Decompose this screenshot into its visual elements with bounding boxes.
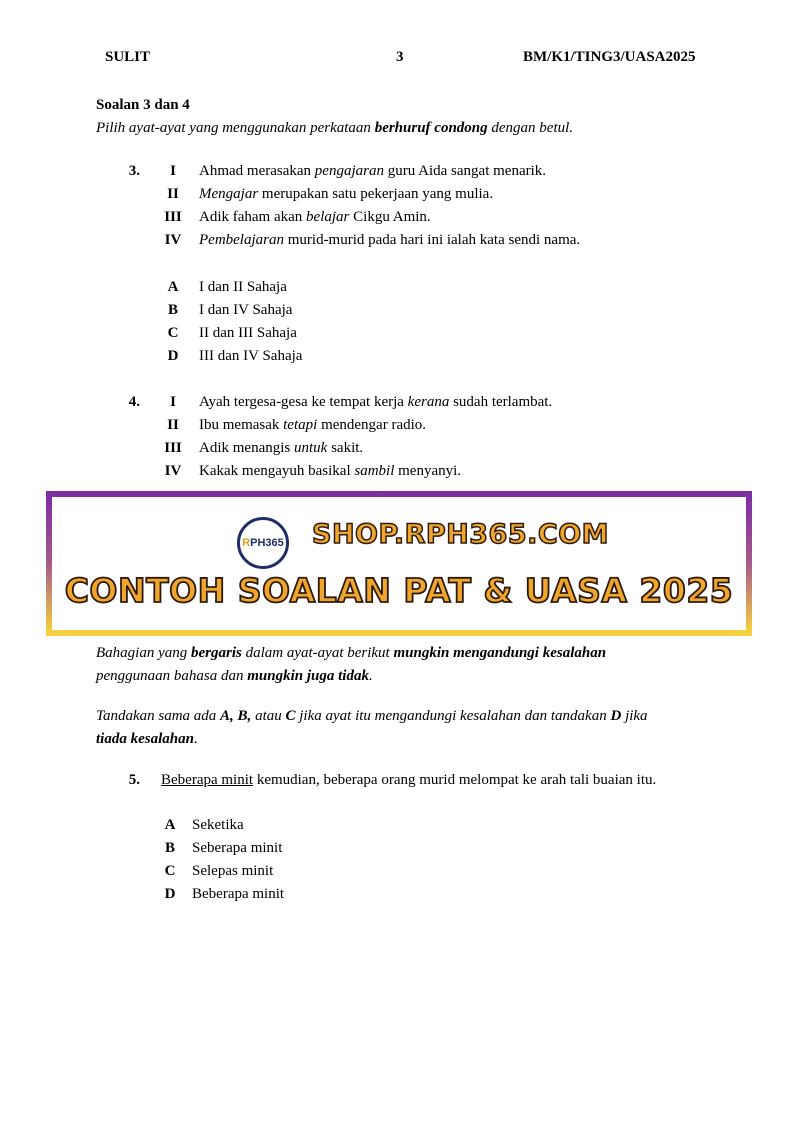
statement: Ibu memasak tetapi mendengar radio. [199, 417, 427, 433]
header-sulit: SULIT [105, 49, 151, 65]
option-text[interactable]: Selepas minit [192, 863, 274, 879]
roman-numeral: II [167, 417, 179, 433]
roman-numeral: II [167, 186, 179, 202]
option-letter: D [167, 348, 179, 364]
statement: Pembelajaran murid-murid pada hari ini ialah kata sendi nama. [199, 232, 581, 248]
option-letter: B [164, 840, 175, 856]
option-letter: C [167, 325, 179, 341]
option-letter: D [164, 886, 176, 902]
instruction-paragraph-line: penggunaan bahasa dan mungkin juga tidak. [96, 668, 373, 684]
section-instruction: Pilih ayat-ayat yang menggunakan perkataan berhuruf condong dengan betul. [96, 120, 574, 136]
statement: Ayah tergesa-gesa ke tempat kerja kerana sudah terlambat. [199, 394, 553, 410]
option-text[interactable]: I dan II Sahaja [199, 279, 287, 295]
statement: Kakak mengayuh basikal sambil menyanyi. [199, 463, 462, 479]
promo-banner [46, 491, 752, 636]
instruction-paragraph-line: Tandakan sama ada A, B, atau C jika ayat itu mengandungi kesalahan dan tandakan D jika [96, 708, 648, 724]
option-letter: B [167, 302, 178, 318]
option-text[interactable]: II dan III Sahaja [199, 325, 297, 341]
roman-numeral: IV [164, 463, 182, 479]
section-title: Soalan 3 dan 4 [96, 97, 190, 113]
banner-shop-url[interactable]: SHOP.RPH365.COM [312, 519, 610, 550]
option-text[interactable]: I dan IV Sahaja [199, 302, 293, 318]
question-sentence: Beberapa minit kemudian, beberapa orang murid melompat ke arah tali buaian itu. [161, 772, 657, 788]
option-letter: A [167, 279, 179, 295]
option-text[interactable]: Beberapa minit [192, 886, 285, 902]
banner-title: CONTOH SOALAN PAT & UASA 2025 [64, 571, 734, 610]
instruction-paragraph-line: Bahagian yang bergaris dalam ayat-ayat berikut mungkin mengandungi kesalahan [96, 645, 607, 661]
roman-numeral: I [170, 394, 176, 410]
question-number: 5. [128, 772, 140, 788]
option-letter: A [164, 817, 176, 833]
roman-numeral: I [170, 163, 176, 179]
instruction-paragraph-line: tiada kesalahan. [96, 731, 198, 747]
page-number: 3 [396, 49, 404, 65]
rph365-logo-icon: RPH365 [237, 517, 289, 569]
statement: Adik faham akan belajar Cikgu Amin. [199, 209, 431, 225]
roman-numeral: III [164, 440, 182, 456]
roman-numeral: IV [164, 232, 182, 248]
option-text[interactable]: Seketika [192, 817, 244, 833]
paper-code: BM/K1/TING3/UASA2025 [523, 49, 696, 65]
statement: Adik menangis untuk sakit. [199, 440, 364, 456]
statement: Mengajar merupakan satu pekerjaan yang mulia. [199, 186, 494, 202]
question-number: 3. [128, 163, 140, 179]
statement: Ahmad merasakan pengajaran guru Aida sangat menarik. [199, 163, 547, 179]
option-text[interactable]: Seberapa minit [192, 840, 283, 856]
question-number: 4. [128, 394, 140, 410]
option-text[interactable]: III dan IV Sahaja [199, 348, 303, 364]
roman-numeral: III [164, 209, 182, 225]
option-letter: C [164, 863, 176, 879]
